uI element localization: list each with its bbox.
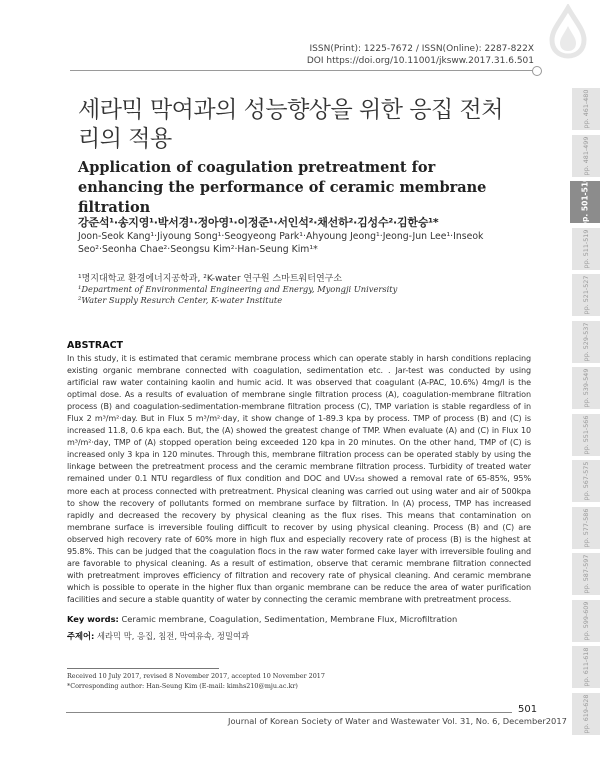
page-number: 501 (518, 704, 538, 715)
side-tab-12[interactable] (572, 646, 600, 688)
affiliation-english-2: ²Water Supply Resurch Center, K-water Institute (78, 295, 283, 305)
keywords-text: Ceramic membrane, Coagulation, Sedimentation, Membrane Flux, Microfiltration (121, 614, 458, 624)
side-tab-label: pp. 501-510 (580, 176, 590, 228)
side-tab-label: pp. 529-537 (582, 322, 590, 361)
side-tab-5[interactable] (572, 321, 600, 363)
header-divider-dot (532, 66, 542, 76)
footnote-divider (67, 668, 219, 669)
english-title: Application of coagulation pretreatment for enhancing the performance of ceramic membrane filtration (78, 159, 487, 216)
issn-line: ISSN(Print): 1225-7672 / ISSN(Online): 2287-822X (309, 44, 534, 54)
side-tab-label: pp. 539-549 (582, 368, 590, 408)
authors-english: Joon-Seok Kang¹·Jiyoung Song¹·Seogyeong Park¹·Ahyoung Jeong¹·Jeong-Jun Lee¹·Inseok Seo²·Seonha Chae²·Seongsu Kim²·Han-Seung Kim¹* (78, 231, 484, 255)
authors-korean: 강준석¹·송지영¹·박서경¹·정아영¹·이정준¹·서인석²·채선하²·김성수²·김한승¹* (78, 216, 439, 229)
received-dates: Received 10 July 2017, revised 8 November 2017, accepted 10 November 2017 (67, 672, 325, 680)
journal-citation: Journal of Korean Society of Water and Wastewater Vol. 31, No. 6, December2017 (228, 716, 567, 726)
header-divider (70, 70, 534, 71)
side-tab-13[interactable] (572, 693, 600, 735)
side-tab-4[interactable] (572, 274, 600, 316)
side-tab-label: pp. 619-628 (582, 694, 590, 733)
side-tab-label: pp. 577-586 (582, 508, 590, 547)
side-tab-label: pp. 461-480 (582, 89, 590, 129)
side-tab-8[interactable] (572, 460, 600, 502)
affiliation-english-1: ¹Department of Environmental Engineering and Energy, Myongji University (78, 284, 398, 294)
side-tab-0[interactable] (572, 88, 600, 130)
side-tab-1[interactable] (572, 135, 600, 177)
keywords-korean (67, 630, 537, 642)
side-tab-label: pp. 521-527 (582, 275, 590, 315)
side-tab-label: pp. 551-566 (582, 415, 590, 454)
side-tab-9[interactable] (572, 507, 600, 549)
side-tab-7[interactable] (572, 414, 600, 456)
abstract-body: In this study, it is estimated that ceramic membrane process which can operate stably in harsh conditions replacing existing organic membrane connected with coagulation, sedimentation etc. . Jar-test was conducted by using artificial raw water containing kaolin and humic acid. It was observed that coagulant (A-PAC, 10.6%) 4mg/l is the optimal dose. As a results of evaluation of membrane single filtration process (A), coagulation-membrane filtration process (B) and coagulation-sedimentation-membrane filtration process (C), TMP variation is stable regardless of in Flux 2 m³/m²·day. But in Flux 5 m³/m²·day, it show change of 1-89.3 kpa by process. TMP of process (B) and (C) is increased 11.8, 0.6 kpa each. But, the (A) showed the greatest change of TMP. When evaluate (A) and (C) in Flux 10 m³/m²·day, TMP of (A) stopped operation being exceeded 120 kpa in 20 minutes. On the other hand, TMP of (C) is increased only 3 kpa in 120 minutes. Through this, membrane filtration process can be operated stably by using the linkage between the pretreatment process and the ceramic membrane filtration process. Turbidity of treated water remained under 0.1 NTU regardless of flux condition and DOC and UV₂₅₄ showed a removal rate of 65-85%, 95% more each at process connected with pretreatment. Physical cleaning was carried out using water and air of 500kpa to show the recovery of pollutants formed on membrane surface by filtration. In (A) process, TMP has increased rapidly and decreased the recovery by physical cleaning as the flux rises. This means that contamination on membrane surface is irreversible fouling difficult to recover by using physical cleaning. Process (B) and (C) are observed high recovery rate of 60% more in high flux and especially recovery rate of process (B) is the highest at 95.8%. This can be judged that the coagulation flocs in the raw water formed cake layer with irreversible fouling and are favorable to physical cleaning. As a result of estimation, observe that ceramic membrane filtration connected with pretreatment improves efficiency of filtration and recovery rate of physical cleaning. And ceramic membrane which is possible to operate in the higher flux than organic membrane can be reduce the area of water purification facilities and secure a stable quantity of water by connecting the ceramic membrane with pretreatment process. (67, 354, 531, 604)
side-tab-10[interactable] (572, 553, 600, 595)
corresponding-author: *Corresponding author: Han-Seung Kim (E-mail: kimhs210@mju.ac.kr) (67, 682, 298, 690)
keywords-english (67, 614, 537, 624)
doi-link[interactable]: DOI https://doi.org/10.11001/jksww.2017.31.6.501 (306, 56, 534, 66)
abstract-heading: ABSTRACT (67, 340, 124, 351)
side-tab-6[interactable] (572, 367, 600, 409)
side-tab-label: pp. 481-499 (582, 136, 590, 175)
journal-logo-icon (542, 4, 594, 60)
side-tab-label: pp. 599-609 (582, 601, 590, 640)
affiliation-korean: ¹명지대학교 환경에너지공학과, ²K-water 연구원 스마트워터연구소 (78, 274, 343, 284)
side-page-tabs (572, 88, 600, 748)
keywords-label: Key words: (67, 614, 119, 624)
side-tab-label: pp. 567-575 (582, 461, 590, 501)
side-tab-label: pp. 611-618 (582, 647, 590, 687)
footer-divider (66, 712, 512, 713)
side-tab-3[interactable] (572, 228, 600, 270)
side-tab-11[interactable] (572, 600, 600, 642)
side-tab-label: pp. 587-597 (582, 554, 590, 594)
side-tab-label: pp. 511-519 (582, 229, 590, 268)
keywords-text-korean: 세라믹 막, 응집, 침전, 막여유속, 정밀여과 (97, 631, 249, 641)
korean-title: 세라믹 막여과의 성능향상을 위한 응집 전처리의 적용 (78, 97, 503, 152)
side-tab-2[interactable] (570, 176, 600, 228)
keywords-label-korean: 주제어: (67, 631, 95, 641)
